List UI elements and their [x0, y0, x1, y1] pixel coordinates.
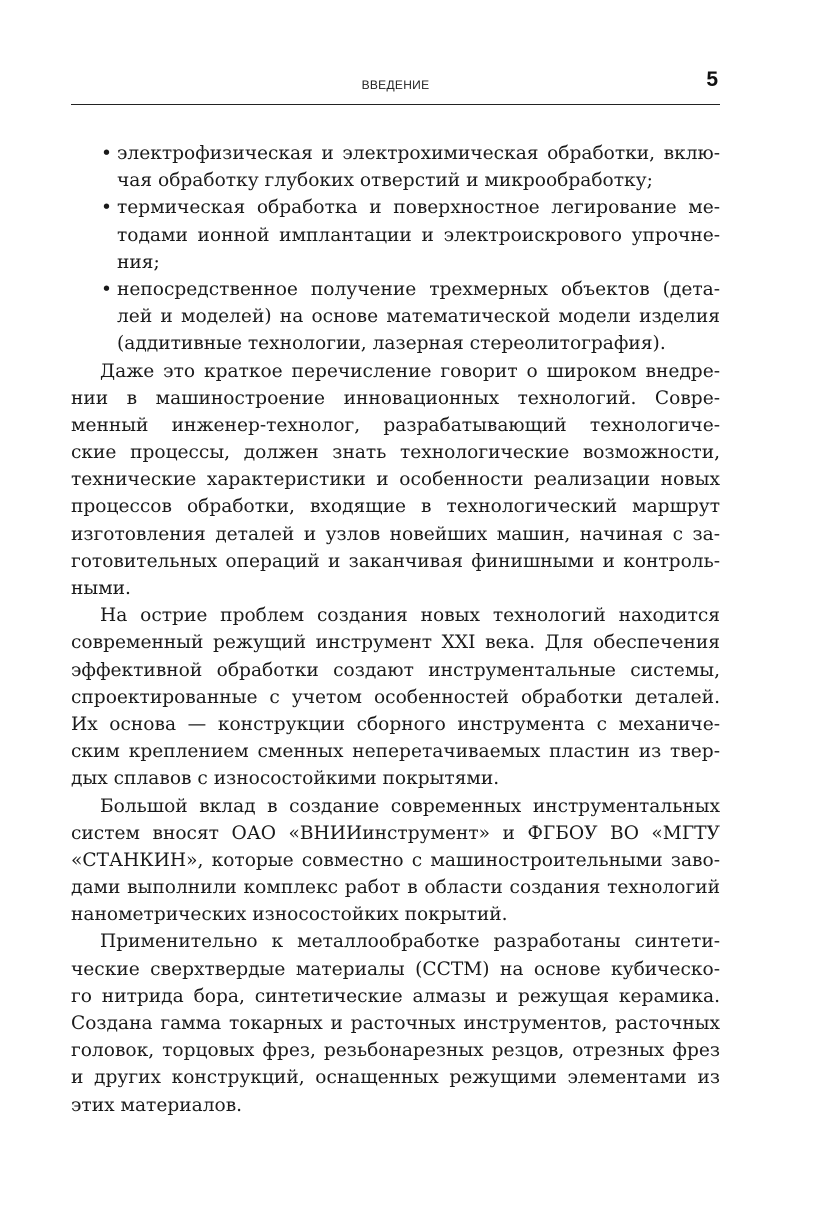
bullet-text: электрофизическая и электрохимическая обработки, вклю- [117, 143, 720, 164]
paragraph-line: процессов обработки, входящие в технологический маршрут [71, 496, 720, 518]
bullet-symbol: • [101, 197, 112, 219]
paragraph-line: нии в машиностроение инновационных технологий. Совре- [71, 387, 720, 409]
paragraph-line: го нитрида бора, синтетические алмазы и режущая керамика. [71, 985, 720, 1007]
bullet-item [71, 276, 720, 358]
paragraph-line: дых сплавов с износостойкими покрытями. [71, 768, 500, 790]
paragraph [71, 793, 720, 929]
bullet-line [71, 140, 720, 167]
paragraph [71, 928, 720, 1118]
paragraph [71, 358, 720, 603]
paragraph-line: систем вносят ОАО «ВНИИинструмент» и ФГБОУ ВО «МГТУ [71, 822, 720, 844]
bullet-item [71, 194, 720, 276]
page-number: 5 [706, 68, 718, 91]
paragraph-line: дами выполнили комплекс работ в области создания технологий [71, 877, 720, 899]
paragraph-line: Создана гамма токарных и расточных инструментов, расточных [71, 1013, 720, 1034]
paragraph-line: Применительно к металлообработке разработаны синтети- [100, 931, 720, 953]
body-text [71, 140, 720, 1119]
bullet-text: непосредственное получение трехмерных объектов (дета- [117, 278, 720, 300]
paragraph-line: изготовления деталей и узлов новейших машин, начиная с за- [71, 523, 720, 545]
paragraph-line: менный инженер-технолог, разрабатывающий технологиче- [71, 414, 720, 436]
bullet-line: лей и моделей) на основе математической модели изделия [117, 306, 720, 328]
running-title: ВВЕДЕНИЕ [361, 78, 430, 92]
bullet-line [71, 276, 720, 303]
bullet-line: тодами ионной имплантации и электроискрового упрочне- [117, 224, 720, 246]
paragraph-line: Даже это краткое перечисление говорит о широком внедре- [100, 360, 720, 382]
running-header [71, 66, 720, 105]
paragraph-line: этих материалов. [71, 1094, 243, 1116]
paragraph-line: ские процессы, должен знать технологические возможности, [71, 442, 720, 464]
bullet-symbol: • [101, 278, 112, 300]
paragraph-line: Их основа — конструкции сборного инструмента с механиче- [71, 713, 720, 735]
paragraph-line: головок, торцовых фрез, резьбонарезных резцов, отрезных фрез [71, 1040, 720, 1062]
paragraph [71, 602, 720, 792]
paragraph-line: готовительных операций и заканчивая финишными и контроль- [71, 550, 720, 572]
paragraph-line: спроектированные с учетом особенностей обработки деталей. [71, 686, 720, 708]
bullet-line: ния; [117, 251, 160, 273]
bullet-item [71, 140, 720, 194]
paragraph-line: На острие проблем создания новых технологий находится [100, 605, 720, 627]
paragraph-line: технические характеристики и особенности реализации новых [71, 469, 720, 491]
bullet-symbol: • [101, 143, 112, 164]
bullet-line [71, 194, 720, 221]
paragraph-line: эффективной обработки создают инструментальные системы, [71, 659, 720, 681]
paragraph-line: нанометрических износостойких покрытий. [71, 904, 508, 926]
paragraph-line: ским креплением сменных неперетачиваемых пластин из твер- [71, 741, 720, 763]
paragraph-line: и других конструкций, оснащенных режущими элементами из [71, 1067, 720, 1089]
paragraph-line: Большой вклад в создание современных инструментальных [100, 795, 720, 817]
bullet-line: (аддитивные технологии, лазерная стереолитография). [117, 333, 666, 355]
paragraph-line: ческие сверхтвердые материалы (ССТМ) на основе кубическо- [71, 958, 720, 980]
bullet-line: чая обработку глубоких отверстий и микрообработку; [117, 170, 653, 192]
bullet-text: термическая обработка и поверхностное легирование ме- [117, 197, 720, 219]
paragraph-line: «СТАНКИН», которые совместно с машиностроительными заво- [71, 849, 720, 871]
paragraph-line: современный режущий инструмент XXI века. Для обеспечения [71, 632, 720, 654]
paragraph-line: ными. [71, 578, 131, 599]
